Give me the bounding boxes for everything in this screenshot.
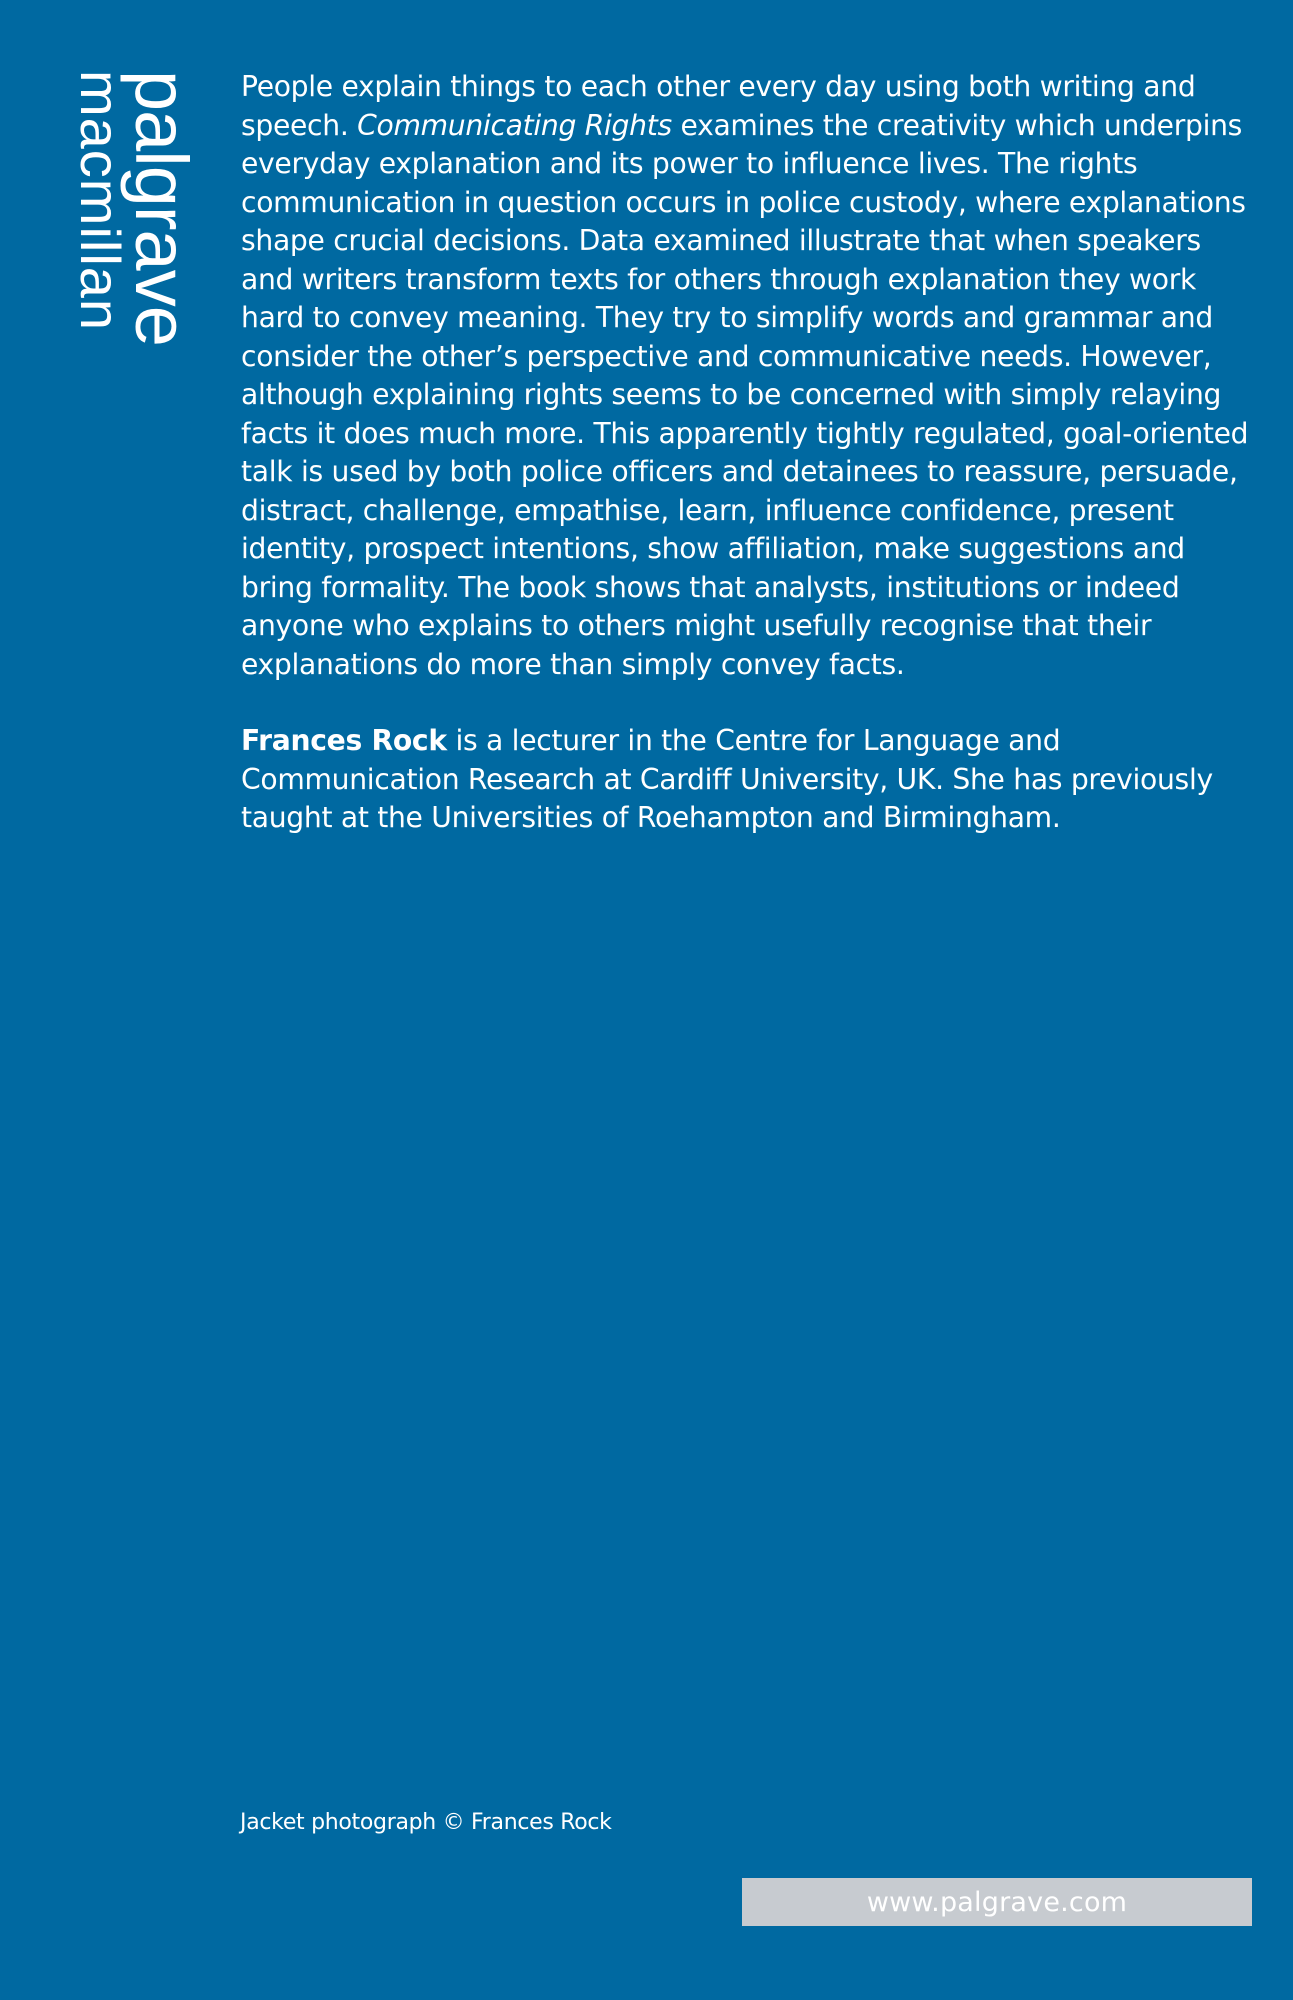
book-blurb	[241, 68, 1251, 838]
blurb-description	[241, 68, 1251, 684]
author-bio-text: is a lecturer in the Centre for Language and Communication Research at Cardiff University, UK. She has previously taught at the Universities of Roehampton and Birmingham.	[241, 724, 1213, 834]
logo-line-macmillan: macmillan	[69, 70, 132, 332]
logo-line-palgrave: palgrave	[120, 70, 203, 346]
jacket-photo-credit: Jacket photograph © Frances Rock	[240, 1810, 612, 1835]
blurb-text-start: People explain things to each other every day using both writing and speech.	[241, 70, 1196, 142]
publisher-logo	[69, 70, 203, 360]
publisher-url: www.palgrave.com	[866, 1886, 1128, 1918]
author-name: Frances Rock	[241, 724, 447, 757]
blurb-text-rest: examines the creativity which underpins everyday explanation and its power to influence lives. The rights communication in question occurs in police custody, where explanations shape crucial decisions. Data examined illustrate that when speakers and writers transform texts for others through explanation they work hard to convey meaning. They try to simplify words and grammar and consider the other’s perspective and communicative needs. However, although explaining rights seems to be concerned with simply relaying facts it does much more. This apparently tightly regulated, goal-oriented talk is used by both police officers and detainees to reassure, persuade, distract, challenge, empathise, learn, influence confidence, present identity, prospect intentions, show affiliation, make suggestions and bring formality. The book shows that analysts, institutions or indeed anyone who explains to others might usefully recognise that their explanations do more than simply convey facts.	[241, 108, 1249, 681]
author-bio	[241, 722, 1251, 838]
publisher-url-bar	[742, 1878, 1252, 1926]
book-title: Communicating Rights	[357, 108, 672, 142]
